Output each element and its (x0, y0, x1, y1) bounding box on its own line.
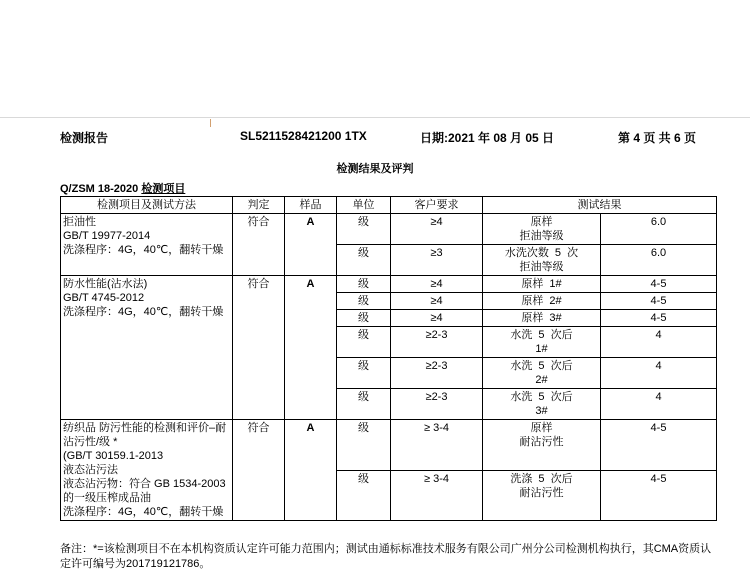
condition-cell (483, 389, 601, 420)
condition-line: 原样 (530, 216, 553, 228)
result-value-cell: 4-5 (601, 420, 717, 471)
condition-line: 洗涤 5 次后 (510, 472, 573, 485)
condition-cell (483, 276, 601, 293)
method-line: 洗涤程序：4G，40℃，翻转干燥 (63, 306, 224, 318)
requirement-cell: ≥4 (391, 276, 483, 293)
standard-line (60, 180, 185, 196)
result-value-cell: 4 (601, 389, 717, 420)
standard-code: Q/ZSM 18-2020 (60, 183, 139, 195)
condition-line: 耐沾污性 (519, 436, 564, 448)
unit-cell: 级 (337, 214, 391, 245)
condition-line: 原样 1# (521, 278, 562, 290)
requirement-cell: ≥2-3 (391, 389, 483, 420)
condition-line: 水洗 5 次后 (510, 391, 573, 403)
page-separator (0, 117, 750, 118)
method-line: 液态沾污法 (63, 464, 118, 476)
condition-line: 耐沾污性 (519, 486, 564, 499)
test-method-cell (61, 420, 233, 521)
result-value-cell: 4-5 (601, 276, 717, 293)
method-line: 防水性能(沾水法) (63, 278, 148, 290)
condition-cell (483, 310, 601, 327)
unit-cell: 级 (337, 420, 391, 471)
condition-line: 原样 2# (521, 295, 562, 307)
results-table (60, 196, 717, 521)
requirement-cell: ≥4 (391, 293, 483, 310)
standard-label: 检测项目 (141, 183, 186, 195)
requirement-cell: ≥2-3 (391, 327, 483, 358)
col-result: 测试结果 (483, 197, 717, 214)
condition-cell (483, 214, 601, 245)
report-number: SL5211528421200 1TX (240, 129, 367, 143)
result-value-cell: 4-5 (601, 310, 717, 327)
judgement-cell: 符合 (233, 214, 285, 276)
condition-cell (483, 327, 601, 358)
result-value-cell: 4-5 (601, 293, 717, 310)
table-row (61, 276, 717, 293)
condition-line: 拒油等级 (519, 261, 564, 273)
test-method-cell (61, 214, 233, 276)
cursor-mark (210, 119, 211, 127)
condition-line: 拒油等级 (519, 230, 564, 242)
section-title: 检测结果及评判 (336, 163, 414, 175)
method-line: (GB/T 30159.1-2013 (63, 450, 164, 462)
sample-cell: A (285, 214, 337, 276)
unit-cell: 级 (337, 327, 391, 358)
judgement-cell: 符合 (233, 276, 285, 420)
condition-cell (483, 420, 601, 471)
condition-cell (483, 293, 601, 310)
condition-cell (483, 245, 601, 276)
test-method-cell (61, 276, 233, 420)
result-value-cell: 4-5 (601, 470, 717, 521)
condition-line: 2# (535, 374, 548, 386)
method-line: GB/T 19977-2014 (63, 230, 151, 242)
requirement-cell: ≥2-3 (391, 358, 483, 389)
condition-line: 1# (535, 343, 548, 355)
condition-line: 水洗 5 次后 (510, 329, 573, 341)
condition-cell (483, 470, 601, 521)
condition-line: 水洗次数 5 次 (504, 247, 579, 259)
unit-cell: 级 (337, 276, 391, 293)
method-line: 纺织品 防污性能的检测和评价–耐沾污性/级 * (63, 422, 227, 448)
requirement-cell: ≥ 3-4 (391, 470, 483, 521)
table-header-row (61, 197, 717, 214)
requirement-cell: ≥4 (391, 310, 483, 327)
table-row (61, 420, 717, 471)
method-line: 洗涤程序：4G，40℃，翻转干燥 (63, 244, 224, 256)
condition-line: 3# (535, 405, 548, 417)
col-method: 检测项目及测试方法 (61, 197, 233, 214)
method-line: 洗涤程序：4G，40℃，翻转干燥 (63, 506, 224, 518)
condition-line: 原样 (530, 422, 553, 434)
doc-type: 检测报告 (60, 131, 109, 145)
result-value-cell: 4 (601, 327, 717, 358)
method-line: 液态沾污物：符合 GB 1534-2003 的一级压榨成品油 (63, 478, 226, 504)
table-row (61, 214, 717, 245)
col-judgement: 判定 (233, 197, 285, 214)
condition-line: 原样 3# (521, 312, 562, 324)
col-unit: 单位 (337, 197, 391, 214)
condition-cell (483, 358, 601, 389)
unit-cell: 级 (337, 470, 391, 521)
col-sample: 样品 (285, 197, 337, 214)
result-value-cell: 6.0 (601, 214, 717, 245)
col-requirement: 客户要求 (391, 197, 483, 214)
unit-cell: 级 (337, 245, 391, 276)
sample-cell: A (285, 276, 337, 420)
requirement-cell: ≥4 (391, 214, 483, 245)
result-value-cell: 4 (601, 358, 717, 389)
condition-line: 水洗 5 次后 (510, 360, 573, 372)
requirement-cell: ≥ 3-4 (391, 420, 483, 471)
method-line: 拒油性 (63, 216, 96, 228)
unit-cell: 级 (337, 389, 391, 420)
report-date: 日期:2021 年 08 月 05 日 (420, 131, 555, 145)
unit-cell: 级 (337, 293, 391, 310)
method-line: GB/T 4745-2012 (63, 292, 145, 304)
page-indicator: 第 4 页 共 6 页 (618, 131, 697, 145)
requirement-cell: ≥3 (391, 245, 483, 276)
sample-cell: A (285, 420, 337, 521)
unit-cell: 级 (337, 310, 391, 327)
footnote: 备注：*=该检测项目不在本机构资质认定许可能力范围内；测试由通标标准技术服务有限公司广州分公司检测机构执行，其CMA资质认定许可编号为201719121786。 (60, 543, 712, 570)
unit-cell: 级 (337, 358, 391, 389)
judgement-cell: 符合 (233, 420, 285, 521)
result-value-cell: 6.0 (601, 245, 717, 276)
